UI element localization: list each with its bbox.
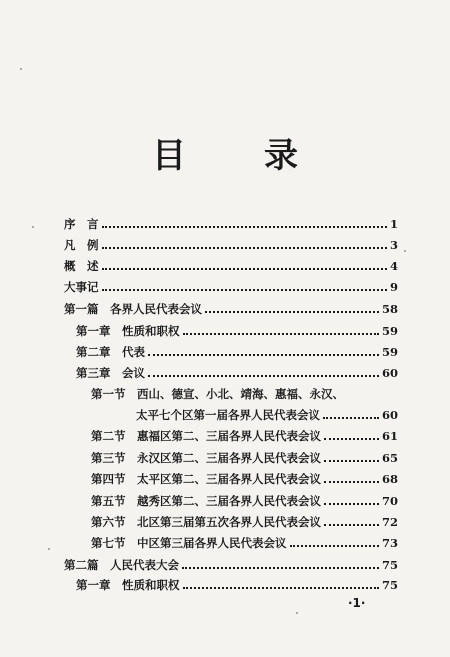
toc-entry-section	[91, 429, 398, 443]
toc-entry-page: 60	[381, 408, 398, 422]
toc-entry-label: 第三章 会议	[76, 366, 145, 380]
dot-leader	[324, 429, 379, 440]
toc-entry-label: 第一章 性质和职权	[76, 324, 180, 338]
toc-entry-part-2	[64, 558, 398, 572]
scan-speck	[48, 548, 50, 550]
dot-leader	[183, 578, 379, 589]
toc-entry-page: 59	[381, 324, 398, 338]
toc-entry-section-line-1: 第一节 西山、德宣、小北、靖海、惠福、永汉、	[91, 387, 344, 401]
toc-entry-label: 太平七个区第一届各界人民代表会议	[136, 408, 320, 422]
toc-entry-label: 大事记	[64, 280, 99, 294]
toc-entry-label: 第一章 性质和职权	[76, 578, 180, 592]
scan-speck	[20, 68, 22, 70]
toc-entry-preface	[64, 217, 398, 231]
toc-entry-label: 第二篇 人民代表大会	[64, 558, 179, 572]
dot-leader	[205, 302, 379, 313]
toc-entry-section	[91, 536, 398, 550]
toc-entry-page: 60	[381, 366, 398, 380]
toc-entry-page: 70	[381, 494, 398, 508]
toc-entry-label: 第一篇 各界人民代表会议	[64, 302, 202, 316]
toc-entry-section	[91, 515, 398, 529]
toc-entry-label: 序 言	[64, 217, 99, 231]
toc-entry-section	[91, 451, 398, 465]
toc-entry-overview	[64, 259, 398, 273]
dot-leader	[102, 280, 387, 291]
toc-entry-page: 4	[389, 259, 398, 273]
toc-entry-label: 第三节 永汉区第二、三届各界人民代表会议	[91, 451, 321, 465]
toc-entry-label: 第六节 北区第三届第五次各界人民代表会议	[91, 515, 321, 529]
toc-entry-page: 1	[389, 217, 398, 231]
dot-leader	[323, 408, 379, 419]
title-char-lu: 录	[264, 136, 298, 176]
toc-entry-chapter	[76, 324, 398, 338]
scan-speck	[404, 250, 406, 252]
scan-speck	[32, 226, 34, 228]
toc-entry-part-1	[64, 302, 398, 316]
page-number: ·1·	[348, 596, 366, 610]
toc-entry-label: 第二章 代表	[76, 345, 145, 359]
toc-entry-section	[91, 472, 398, 486]
toc-entry-page: 75	[381, 558, 398, 572]
title-char-mu: 目	[152, 136, 186, 176]
toc-entry-chapter	[76, 366, 398, 380]
toc-entry-page: 75	[381, 578, 398, 592]
dot-leader	[148, 366, 379, 377]
dot-leader	[148, 345, 379, 356]
toc-entry-label: 凡 例	[64, 238, 99, 252]
toc-entry-page: 58	[381, 302, 398, 316]
dot-leader	[290, 536, 379, 547]
toc-entry-label: 第四节 太平区第二、三届各界人民代表会议	[91, 472, 321, 486]
scan-speck	[296, 612, 298, 614]
toc-entry-label: 第七节 中区第三届各界人民代表会议	[91, 536, 287, 550]
toc-entry-chapter	[76, 578, 398, 592]
toc-entry-chronicle	[64, 280, 398, 294]
dot-leader	[324, 494, 379, 505]
toc-entry-page: 3	[389, 238, 398, 252]
dot-leader	[324, 472, 379, 483]
toc-entry-label: 第五节 越秀区第二、三届各界人民代表会议	[91, 494, 321, 508]
toc-entry-section	[91, 494, 398, 508]
toc-entry-label: 概 述	[64, 259, 99, 273]
toc-entry-label: 第二节 惠福区第二、三届各界人民代表会议	[91, 429, 321, 443]
toc-entry-page: 65	[381, 451, 398, 465]
toc-entry-page: 72	[381, 515, 398, 529]
toc-entry-section	[136, 408, 398, 422]
toc-entry-notes	[64, 238, 398, 252]
toc-entry-page: 73	[381, 536, 398, 550]
dot-leader	[102, 259, 387, 270]
toc-entry-page: 68	[381, 472, 398, 486]
dot-leader	[324, 515, 379, 526]
dot-leader	[102, 238, 387, 249]
toc-entry-chapter	[76, 345, 398, 359]
dot-leader	[102, 217, 387, 228]
toc-entry-page: 61	[381, 429, 398, 443]
dot-leader	[183, 324, 379, 335]
dot-leader	[182, 558, 379, 569]
dot-leader	[324, 451, 379, 462]
toc-entry-page: 59	[381, 345, 398, 359]
toc-entry-page: 9	[389, 280, 398, 294]
